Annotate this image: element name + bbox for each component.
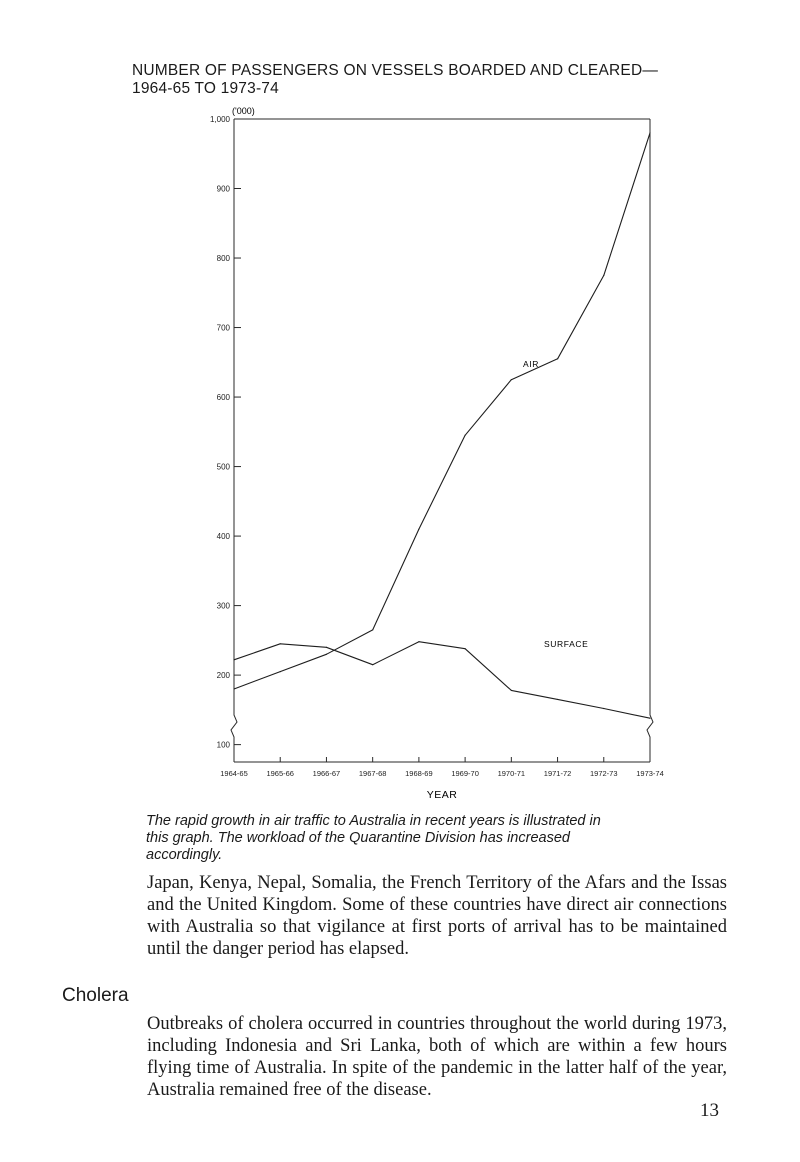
air-data-point xyxy=(511,379,512,380)
x-axis-label: YEAR xyxy=(426,789,458,801)
frame-left xyxy=(231,119,237,762)
air-data-point xyxy=(372,629,373,630)
x-tick-label: 1965-66 xyxy=(266,769,294,778)
surface-series-line xyxy=(234,642,650,719)
y-tick-label: 1,000 xyxy=(209,115,230,124)
surface-data-point xyxy=(372,664,373,665)
chart-title-line1: NUMBER OF PASSENGERS ON VESSELS BOARDED AND CLEARED— xyxy=(132,62,659,79)
chart-series xyxy=(233,132,650,719)
x-tick-label: 1968-69 xyxy=(405,769,433,778)
x-tick-label: 1972-73 xyxy=(590,769,618,778)
surface-data-point xyxy=(233,659,234,660)
chart-title xyxy=(132,62,752,98)
y-tick-label: 400 xyxy=(216,532,230,542)
air-line-label: AIR xyxy=(523,359,539,369)
air-series-line xyxy=(234,133,650,689)
paragraph-cholera: Outbreaks of cholera occurred in countries throughout the world during 1973, including Indonesia and Sri Lanka, both of which are within a few hours flying time of Australia. In spite of the pandemic in the latter half of the year, Australia remained free of the disease. xyxy=(147,1014,727,1100)
y-tick-label: 700 xyxy=(216,323,230,333)
y-tick-label: 800 xyxy=(216,254,230,264)
surface-data-point xyxy=(649,718,650,719)
air-data-point xyxy=(418,529,419,530)
surface-data-point xyxy=(280,643,281,644)
x-tick-label: 1969-70 xyxy=(451,769,479,778)
paragraph-countries: Japan, Kenya, Nepal, Somalia, the French Territory of the Afars and the Issas and the United Kingdom. Some of these countries have direct air connections with Australia so that vigilance at first ports of arrival has to be maintained until the danger period has elapsed. xyxy=(147,873,727,959)
air-data-point xyxy=(557,358,558,359)
surface-data-point xyxy=(465,648,466,649)
chart-title-line2: 1964-65 TO 1973-74 xyxy=(132,80,279,97)
y-tick-label: 200 xyxy=(216,671,230,681)
y-tick-label: 500 xyxy=(216,462,230,472)
surface-line-label: SURFACE xyxy=(544,639,589,649)
y-tick-label: 100 xyxy=(216,740,230,750)
x-tick-label: 1971-72 xyxy=(543,769,572,778)
air-data-point xyxy=(649,132,650,133)
frame-right xyxy=(647,119,653,762)
air-data-point xyxy=(233,688,234,689)
y-tick-label: 300 xyxy=(216,601,230,611)
surface-data-point xyxy=(603,708,604,709)
y-tick-label: 900 xyxy=(216,184,230,194)
surface-data-point xyxy=(326,647,327,648)
x-tick-label: 1973-74 xyxy=(636,769,664,778)
surface-data-point xyxy=(511,690,512,691)
x-tick-label: 1970-71 xyxy=(497,769,526,778)
air-data-point xyxy=(326,654,327,655)
y-tick-label: 600 xyxy=(216,393,230,403)
unit-label: ('000) xyxy=(232,106,255,116)
surface-data-point xyxy=(418,641,419,642)
x-tick-labels xyxy=(220,769,664,778)
x-tick-label: 1966-67 xyxy=(312,769,341,778)
passenger-chart xyxy=(0,95,800,805)
chart-frame xyxy=(231,119,653,762)
surface-data-point xyxy=(557,699,558,700)
air-data-point xyxy=(465,435,466,436)
x-tick-label: 1964-65 xyxy=(220,769,248,778)
x-tick-label: 1967-68 xyxy=(358,769,387,778)
y-tick-labels xyxy=(210,115,231,750)
air-data-point xyxy=(603,275,604,276)
page-number: 13 xyxy=(700,1100,719,1121)
section-heading-cholera: Cholera xyxy=(62,985,129,1006)
air-data-point xyxy=(280,671,281,672)
chart-caption: The rapid growth in air traffic to Australia in recent years is illustrated in this graph. The workload of the Quarantine Division has increased accordingly. xyxy=(146,813,601,863)
